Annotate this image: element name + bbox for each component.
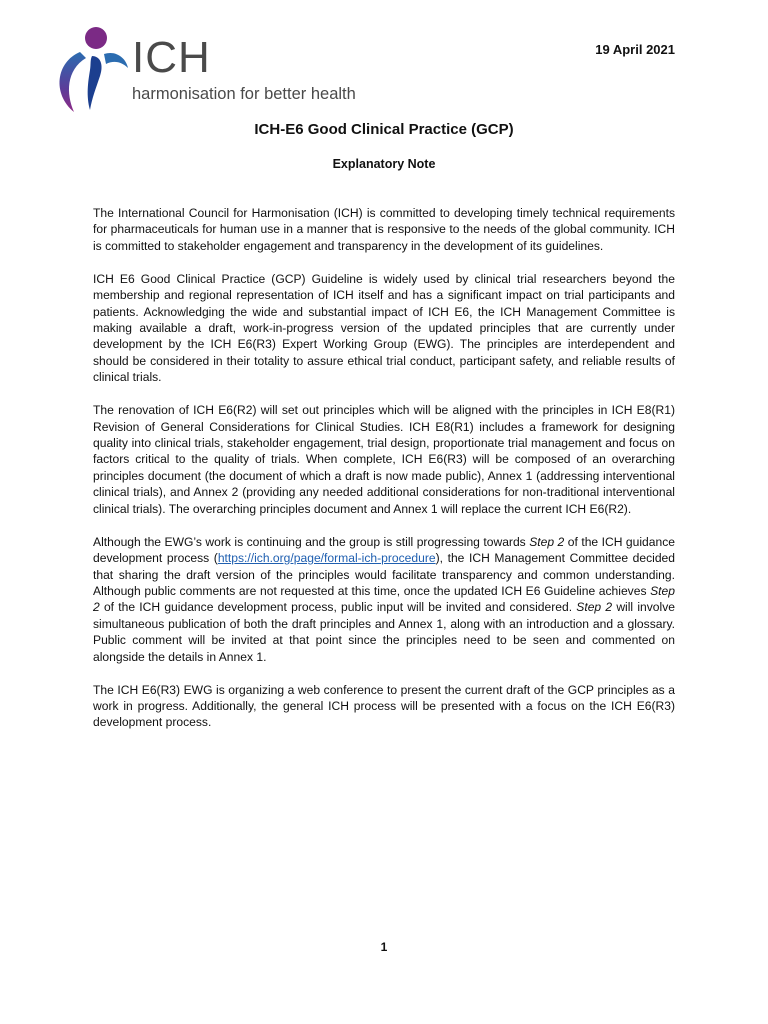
paragraph-4-text: of the ICH guidance development process, public input will be invited and considered.: [99, 600, 577, 615]
document-body: [93, 205, 675, 747]
paragraph-2: ICH E6 Good Clinical Practice (GCP) Guideline is widely used by clinical trial researchers beyond the membership and regional representation of ICH itself and has a significant impact on trial participants and patients. Acknowledging the wide and substantial impact of ICH E6, the ICH Management Committee is making available a draft, work-in-progress version of the updated principles that are currently under development by the ICH E6(R3) Expert Working Group (EWG). The principles are interdependent and should be considered in their totality to assure ethical trial conduct, participant safety, and reliable results of clinical trials.: [93, 271, 675, 385]
paragraph-4-text: ), the ICH Management Committee decided that sharing the draft version of the principles would facilitate transparency and common understanding. Although public comments are not requested at this time, once the updated ICH E6 Guideline achieves: [93, 551, 676, 598]
paragraph-4-text: of the ICH guidance development process (: [93, 534, 676, 566]
page-number: 1: [380, 940, 388, 954]
paragraph-4-text: Although the EWG’s work is continuing and the group is still progressing towards: [93, 534, 530, 549]
paragraph-4-text: will involve simultaneous publication of both the draft principles and Annex 1, along with an introduction and a glossary. Public comment will be invited at that point since the principles need to be seen and commented on alongside the details in Annex 1.: [93, 600, 675, 664]
ich-procedure-link[interactable]: https://ich.org/page/formal-ich-procedure: [217, 551, 436, 566]
paragraph-4: [93, 534, 675, 665]
paragraph-5: The ICH E6(R3) EWG is organizing a web conference to present the current draft of the GCP principles as a work in progress. Additionally, the general ICH process will be presented with a focus on the ICH E6(R3) development process.: [93, 682, 675, 730]
paragraph-1: The International Council for Harmonisation (ICH) is committed to developing timely technical requirements for pharmaceuticals for human use in a manner that is responsive to the needs of the global community. ICH is committed to stakeholder engagement and transparency in the development of its guidelines.: [93, 206, 675, 253]
ich-logo: [52, 24, 356, 116]
page-title: ICH-E6 Good Clinical Practice (GCP): [254, 121, 514, 138]
document-date: 19 April 2021: [595, 42, 675, 57]
step-2-emphasis: Step 2: [576, 600, 613, 615]
page-subtitle: Explanatory Note: [332, 157, 436, 171]
ich-figure-icon: [52, 24, 132, 116]
step-2-emphasis: Step 2: [529, 534, 565, 549]
logo-tagline: harmonisation for better health: [132, 85, 356, 103]
step-2-emphasis: Step 2: [93, 583, 675, 615]
logo-wordmark: ICH: [132, 33, 211, 82]
paragraph-3: The renovation of ICH E6(R2) will set out principles which will be aligned with the principles in ICH E8(R1) Revision of General Considerations for Clinical Studies. ICH E8(R1) includes a framework for designing quality into clinical trials, stakeholder engagement, trial design, proportionate trial management and focus on factors critical to the quality of trials. When complete, ICH E6(R3) will be composed of an overarching principles document (the document of which a draft is now made public), Annex 1 (addressing interventional clinical trials), and Annex 2 (providing any needed additional considerations for non-traditional interventional clinical trials). The overarching principles document and Annex 1 will replace the current ICH E6(R2).: [93, 403, 675, 516]
